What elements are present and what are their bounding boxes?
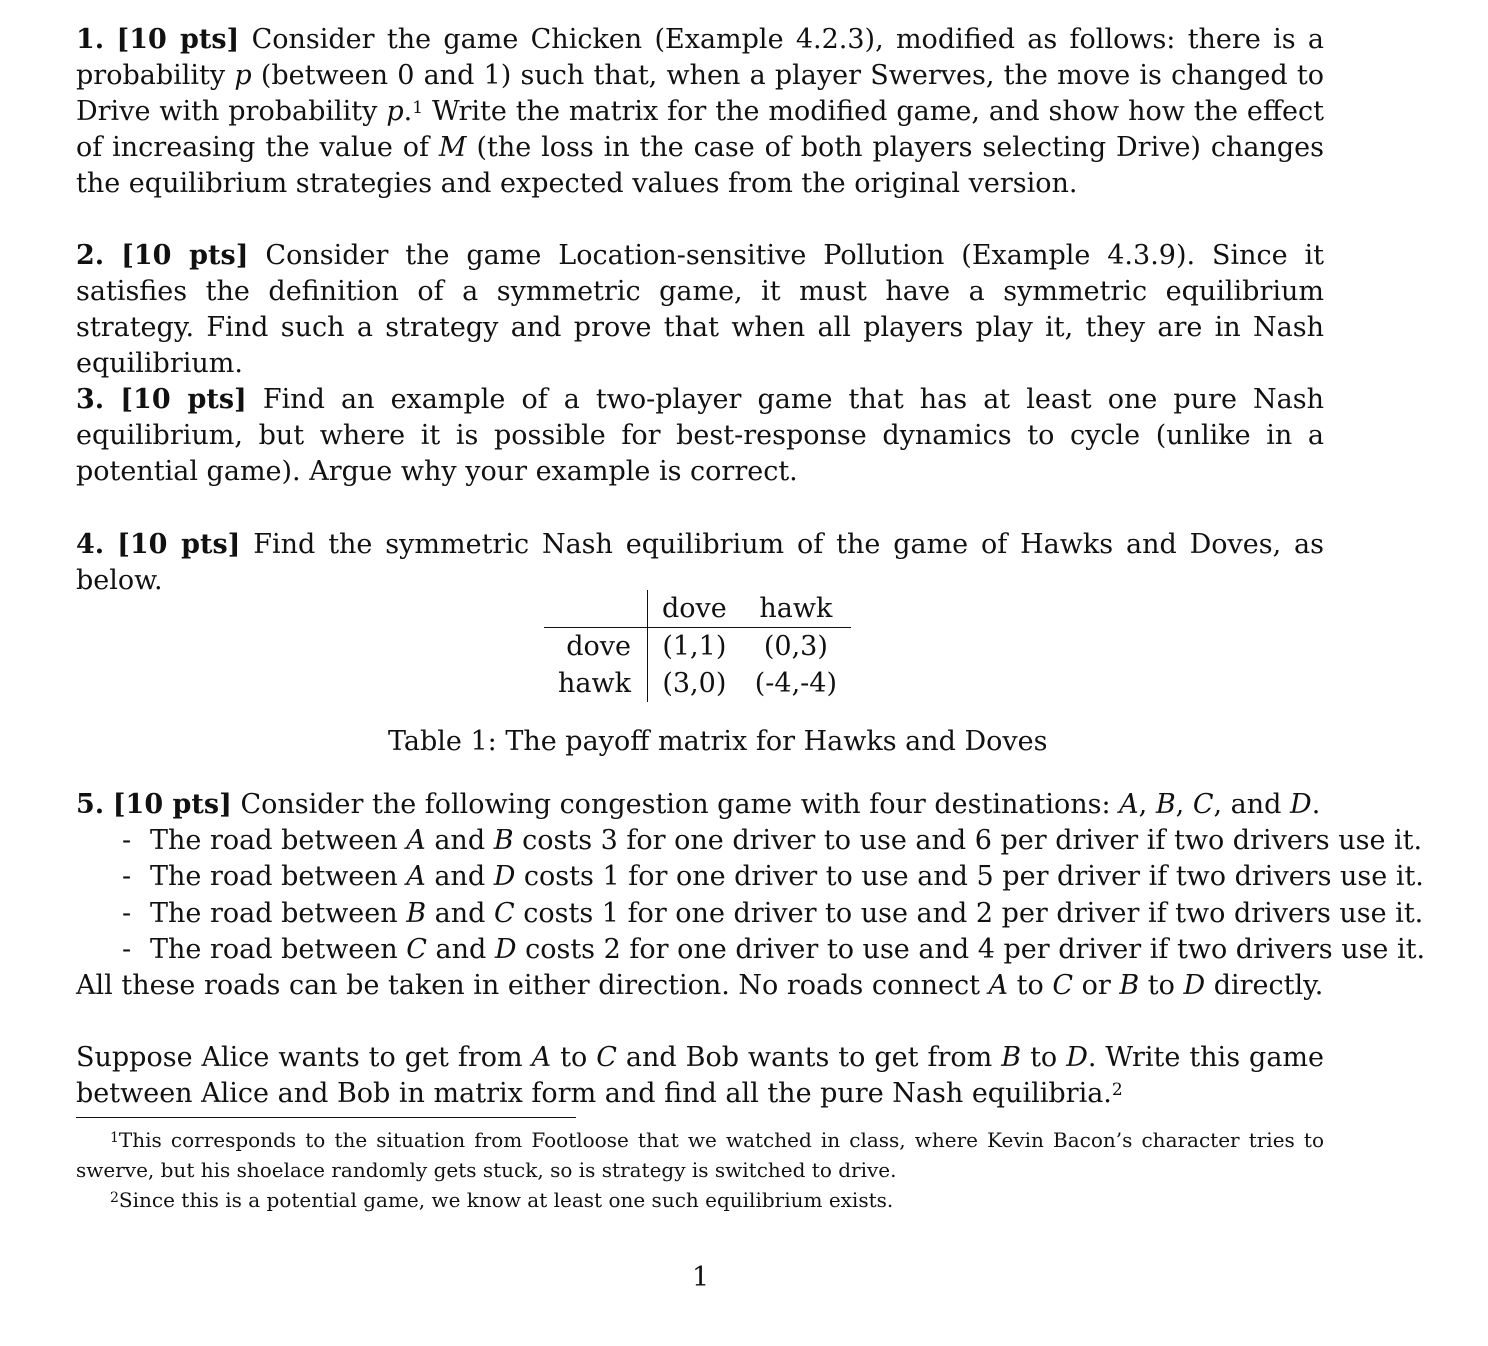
variable-p: p	[386, 96, 404, 127]
road-text: and	[426, 933, 495, 965]
road-endpoint: D	[493, 861, 516, 893]
destination: A	[988, 970, 1009, 1001]
note-text: or	[1073, 970, 1120, 1001]
road-text: costs 2 for one driver to use and 4 per driver if two drivers use it.	[516, 933, 1426, 965]
road-text: The road between	[150, 933, 407, 965]
task-text: to	[1021, 1042, 1067, 1073]
table-corner-cell	[544, 590, 647, 628]
destination: A	[531, 1042, 552, 1073]
problem-number: 1.	[76, 24, 105, 55]
problem-text: Find the symmetric Nash equilibrium of the game of Hawks and Doves, as below.	[76, 529, 1324, 596]
road-endpoint: B	[406, 897, 427, 929]
page-number: 1	[692, 1262, 710, 1293]
list-dash: -	[122, 933, 132, 965]
row-header: hawk	[558, 668, 631, 699]
problem-4	[76, 527, 1324, 599]
destination-a: A	[1119, 789, 1139, 820]
list-item	[122, 896, 1424, 932]
list-item-text	[150, 932, 1425, 968]
problem-number: 5.	[76, 789, 105, 820]
table-row	[544, 665, 851, 702]
destination-c: C	[1192, 789, 1214, 820]
payoff-matrix-table	[544, 590, 851, 702]
destination: D	[1183, 970, 1206, 1001]
list-item	[122, 859, 1424, 895]
task-text: to	[551, 1042, 597, 1073]
list-dash: -	[122, 897, 132, 929]
footnote-text: This corresponds to the situation from Footloose that we watched in class, where Kevin Bacon’s character tries to swerve, but his shoelace randomly gets stuck, so is strategy is switched to drive.	[76, 1128, 1324, 1182]
variable-m: M	[438, 132, 467, 163]
problem-points: [10 pts]	[117, 529, 241, 560]
problem-1	[76, 22, 1324, 202]
separator: , and	[1213, 789, 1291, 820]
list-item-text	[150, 896, 1423, 932]
road-text: and	[425, 861, 494, 893]
list-item	[122, 823, 1423, 859]
row-header: dove	[566, 631, 631, 662]
problem-text: Find an example of a two-player game that has at least one pure Nash equilibrium, but where it is possible for best-response dynamics to cycle (unlike in a potential game). Argue why your example is correct.	[76, 384, 1324, 487]
footnote-rule	[76, 1117, 576, 1118]
task-text: Suppose Alice wants to get from	[76, 1042, 532, 1073]
problem-number: 3.	[76, 384, 105, 415]
road-endpoint: C	[406, 933, 427, 965]
footnote-indent	[76, 1188, 110, 1212]
separator: ,	[1138, 789, 1156, 820]
road-list	[122, 823, 1426, 968]
destination: B	[1119, 970, 1140, 1001]
note-text: to	[1139, 970, 1184, 1001]
table-cell: (-4,-4)	[754, 668, 838, 699]
road-text: The road between	[150, 825, 407, 856]
road-text: The road between	[150, 897, 407, 929]
variable-p: p	[234, 60, 252, 91]
problem-text: Consider the game Location-sensitive Pollution (Example 4.3.9). Since it satisfies the definition of a symmetric game, it must have a symmetric equilibrium strategy. Find such a strategy and prove that when all players play it, they are in Nash equilibrium.	[76, 240, 1324, 379]
problem-5-task	[76, 1040, 1324, 1112]
table-row	[544, 628, 851, 666]
column-header: hawk	[759, 593, 833, 624]
destination-b: B	[1155, 789, 1176, 820]
destination: D	[1066, 1042, 1088, 1073]
problem-text: Consider the game Chicken (Example 4.2.3), modified as follows: there is a probability	[76, 24, 1324, 91]
list-item-text	[150, 859, 1424, 895]
footnote-indent	[76, 1128, 110, 1152]
list-item-text	[150, 823, 1422, 859]
list-item	[122, 932, 1426, 968]
problem-2	[76, 238, 1324, 382]
note-text: to	[1008, 970, 1053, 1001]
road-endpoint: A	[406, 861, 426, 893]
task-text: and Bob wants to get from	[616, 1042, 1002, 1073]
separator: .	[1311, 789, 1321, 820]
destination: B	[1001, 1042, 1022, 1073]
footnote-mark: 1	[110, 1130, 119, 1146]
list-dash: -	[122, 861, 132, 893]
destination-d: D	[1290, 789, 1312, 820]
problem-number: 2.	[76, 240, 105, 271]
problem-text: (between 0 and 1) such that, when a player Swerves, the move is changed to Drive with probability	[76, 60, 1324, 127]
footnote-ref: 2	[1111, 1080, 1123, 1100]
road-text: costs 1 for one driver to use and 2 per driver if two drivers use it.	[514, 897, 1424, 929]
problem-points: [10 pts]	[116, 24, 240, 55]
road-text: costs 3 for one driver to use and 6 per driver if two drivers use it.	[513, 825, 1423, 856]
note-text: All these roads can be taken in either direction. No roads connect	[76, 970, 989, 1001]
problem-text: Consider the following congestion game with four destinations:	[231, 789, 1120, 820]
road-endpoint: B	[493, 825, 514, 856]
footnotes	[76, 1125, 1324, 1215]
footnote	[76, 1185, 1324, 1215]
problem-number: 4.	[76, 529, 105, 560]
road-text: and	[425, 825, 494, 856]
problem-points: [10 pts]	[112, 789, 232, 820]
road-text: and	[426, 897, 495, 929]
road-text: The road between	[150, 861, 407, 893]
problem-text: Write the matrix for the modified game, and show how the effect of increasing the value of	[76, 96, 1324, 163]
destination: C	[1052, 970, 1073, 1001]
road-endpoint: D	[494, 933, 517, 965]
table-cell: (1,1)	[647, 628, 740, 666]
problem-points: [10 pts]	[121, 240, 249, 271]
column-header: dove	[647, 590, 740, 628]
problem-points: [10 pts]	[120, 384, 247, 415]
problem-text: (the loss in the case of both players selecting Drive) changes the equilibrium strategies and expected values from the original version.	[76, 132, 1324, 199]
table-caption: Table 1: The payoff matrix for Hawks and Doves	[388, 726, 1048, 757]
separator: ,	[1175, 789, 1193, 820]
road-endpoint: C	[494, 897, 515, 929]
table-cell: (3,0)	[647, 665, 740, 702]
footnote-text: Since this is a potential game, we know at least one such equilibrium exists.	[118, 1188, 894, 1212]
note-text: directly.	[1205, 970, 1324, 1001]
footnote-ref: 1	[412, 98, 424, 118]
task-text: . Write this game between Alice and Bob in matrix form and find all the pure Nash equilibria.	[76, 1042, 1324, 1109]
problem-5	[76, 787, 1324, 823]
footnote	[76, 1125, 1324, 1185]
footnote-mark: 2	[110, 1190, 119, 1206]
table-cell: (0,3)	[763, 631, 828, 662]
road-endpoint: A	[406, 825, 426, 856]
destination: C	[596, 1042, 617, 1073]
road-text: costs 1 for one driver to use and 5 per driver if two drivers use it.	[515, 861, 1424, 893]
table-header-row	[544, 590, 851, 628]
problem-3	[76, 382, 1324, 490]
road-note	[76, 968, 1324, 1004]
problem-text: .	[403, 96, 413, 127]
list-dash: -	[122, 825, 132, 856]
